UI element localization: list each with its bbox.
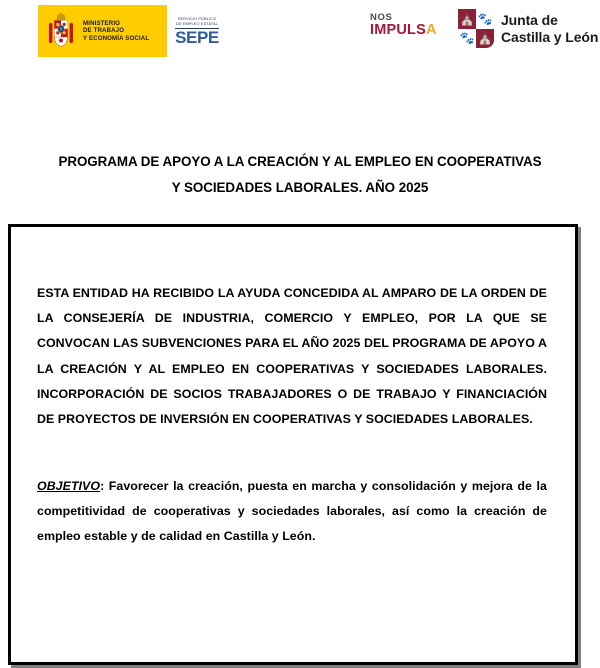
junta-castilla-leon-logo [458, 9, 598, 48]
sepe-subtitle-line-2: DE EMPLEO ESTATAL [176, 21, 218, 26]
junta-line-1: Junta de [501, 11, 558, 28]
impulsa-word-group [370, 23, 437, 38]
sepe-subtitle-line-1: SERVICIO PÚBLICO [177, 15, 217, 21]
page-title [0, 149, 600, 201]
content-box [8, 224, 578, 665]
spain-coat-of-arms-icon [46, 11, 76, 51]
ministry-line-1: MINISTERIO [83, 19, 121, 27]
ministry-name-text [83, 20, 149, 42]
impulsa-accent-letter: A [425, 21, 437, 38]
page-title-line-2: Y SOCIEDADES LABORALES. AÑO 2025 [171, 180, 429, 196]
ministry-line-3: Y ECONOMÍA SOCIAL [83, 34, 150, 42]
sepe-acronym: SEPE [175, 28, 219, 48]
junta-line-2: Castilla y León [501, 28, 599, 45]
ministry-logo [38, 5, 167, 57]
castilla-y-leon-coat-of-arms-icon: ⛪ 🐾 🐾 ⛪ [458, 9, 494, 48]
objetivo-label: OBJETIVO [37, 479, 101, 494]
ministry-line-2: DE TRABAJO [83, 27, 125, 35]
junta-name-text [501, 12, 598, 45]
objetivo-text: : Favorecer la creación, puesta en marcha y consolidación y mejora de la competitividad de cooperativas y sociedades laborales, así como la creación de empleo estable y de calidad en Castilla y León. [37, 479, 547, 544]
content-box-inner [11, 227, 575, 550]
page-title-line-1: PROGRAMA DE APOYO A LA CREACIÓN Y AL EMPLEO EN COOPERATIVAS [58, 153, 542, 169]
header-logo-bar [0, 0, 600, 66]
nos-impulsa-logo [370, 13, 437, 38]
ministry-sepe-logo-group [38, 5, 227, 57]
impulsa-nos-text: NOS [370, 12, 393, 23]
objetivo-paragraph [37, 474, 547, 550]
impulsa-word-text: IMPULS [370, 21, 426, 38]
sepe-logo [167, 5, 227, 57]
main-paragraph: ESTA ENTIDAD HA RECIBIDO LA AYUDA CONCEDIDA AL AMPARO DE LA ORDEN DE LA CONSEJERÍA DE INDUSTRIA, COMERCIO Y EMPLEO, POR LA QUE SE CONVOCAN LAS SUBVENCIONES PARA EL AÑO 2025 DEL PROGRAMA DE APOYO A LA CREACIÓN Y AL EMPLEO EN COOPERATIVAS Y SOCIEDADES LABORALES. INCORPORACIÓN DE SOCIOS TRABAJADORES O DE TRABAJO Y FINANCIACIÓN DE PROYECTOS DE INVERSIÓN EN COOPERATIVAS Y SOCIEDADES LABORALES. [37, 286, 547, 426]
